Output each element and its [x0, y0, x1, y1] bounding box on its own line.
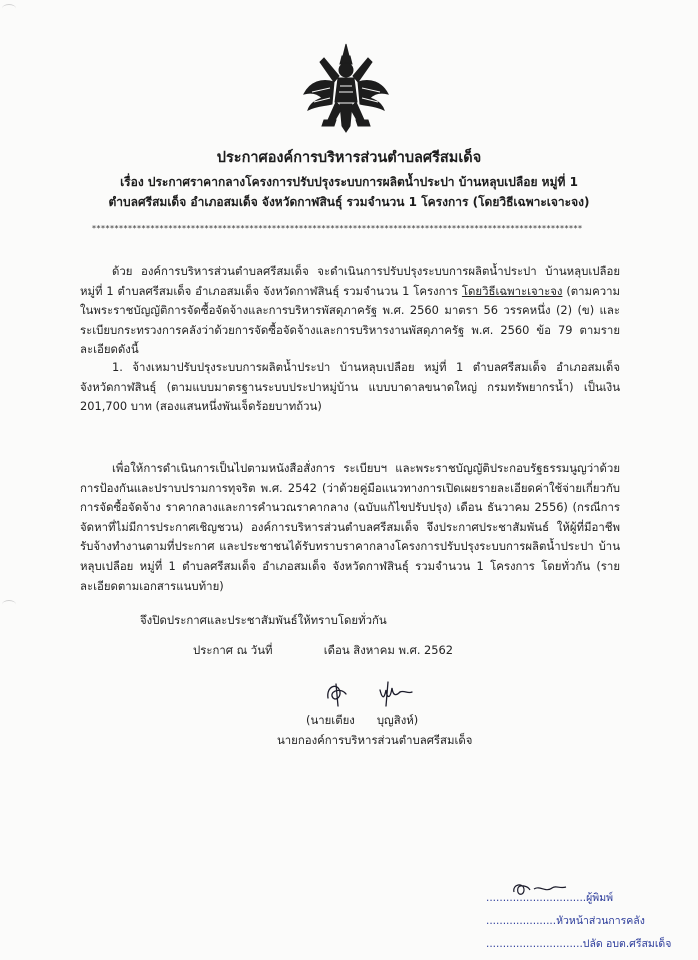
paragraph-text: เพื่อให้การดำเนินการเป็นไปตามหนังสือสั่งการ ระเบียบฯ และพระราชบัญญัติประกอบรัฐธรรมนูญว่าด้วยการป้องกันและปราบปรามการทุจริต พ.ศ. 2542 (ว่าด้วยคู่มือแนวทางการเปิดเผยรายละเอียดค่าใช้จ่ายเกี่ยวกับการจัดซื้อจัดจ้าง ราคากลางและการคำนวณราคากลาง (ฉบับแก้ไขปรับปรุง) เดือน ธันวาคม 2556) (กรณีการจัดหาที่ไม่มีการประกาศเชิญชวน) องค์การบริหารส่วนตำบลศรีสมเด็จ จึงประกาศประชาสัมพันธ์ ให้ผู้ที่มีอาชีพรับจ้างทำงานตามที่ประกาศ และประชาชนได้รับทราบราคากลางโครงการปรับปรุงระบบการผลิตน้ำประปา บ้านหลุบเปลือย หมู่ที่ 1 ตำบลศรีสมเด็จ อำเภอสมเด็จ จังหวัดกาฬสินธุ์ รวมจำนวน 1 โครงการ โดยทั่วกัน (รายละเอียดตามเอกสารแนบท้าย)	[80, 461, 620, 593]
approval-stamp: ..............................ผู้พิมพ์ .....................หัวหน้าส่วนการคลัง .............................ปลัด อบต.ศรีสมเด็จ	[478, 880, 678, 960]
announced-label: ประกาศ ณ วันที่	[193, 643, 273, 657]
closing-statement: จึงปิดประกาศและประชาสัมพันธ์ให้ทราบโดยทั่วกัน	[140, 613, 387, 627]
star-separator: *************************************************************************************************************	[92, 224, 583, 233]
announcement-subject	[0, 172, 698, 212]
paragraph-purpose	[80, 459, 620, 596]
stamp-chief-admin: ปลัด อบต.ศรีสมเด็จ	[582, 938, 672, 950]
paragraph-item-1	[80, 358, 620, 417]
garuda-emblem-icon	[302, 42, 390, 134]
announcement-title: ประกาศองค์การบริหารส่วนตำบลศรีสมเด็จ	[216, 150, 482, 166]
signer-position: นายกองค์การบริหารส่วนตำบลศรีสมเด็จ	[277, 733, 473, 747]
announcement-date	[193, 642, 453, 660]
paragraph-text: 1. จ้างเหมาปรับปรุงระบบการผลิตน้ำประปา บ้านหลุบเปลือย หมู่ที่ 1 ตำบลศรีสมเด็จ อำเภอสมเด็จ จังหวัดกาฬสินธุ์ (ตามแบบมาตรฐานระบบประปาหมู่บ้าน แบบบาดาลขนาดใหญ่ กรมทรัพยากรน้ำ) เป็นเงิน 201,700 บาท (สองแสนหนึ่งพันเจ็ดร้อยบาทถ้วน)	[80, 360, 620, 414]
stamp-typist: ผู้พิมพ์	[586, 892, 614, 904]
punch-hole-mark	[2, 600, 16, 609]
subject-line: ตำบลศรีสมเด็จ อำเภอสมเด็จ จังหวัดกาฬสินธุ์ รวมจำนวน 1 โครงการ (โดยวิธีเฉพาะเจาะจง)	[108, 195, 590, 209]
paragraph-text: (ตามความในพระราชบัญญัติการจัดซื้อจัดจ้างและการบริหารพัสดุภาครัฐ พ.ศ. 2560 มาตรา 56 วรรคหนึ่ง (2) (ข) และระเบียบกระทรวงการคลังว่าด้วยการจัดซื้อจัดจ้างและการบริหารงานพัสดุภาครัฐ พ.ศ. 2560 ข้อ 79 ตามรายละเอียดดังนี้	[80, 283, 620, 357]
handwritten-signature	[322, 676, 422, 712]
signer-first: (นายเตียง	[306, 713, 355, 727]
punch-hole-mark	[2, 4, 16, 13]
method-underlined: โดยวิธีเฉพาะเจาะจง	[461, 283, 563, 298]
paragraph-text: ด้วย องค์การบริหารส่วนตำบลศรีสมเด็จ จะดำเนินการปรับปรุงระบบการผลิตน้ำประปา บ้านหลุบเปลือย หมู่ที่ 1 ตำบลศรีสมเด็จ อำเภอสมเด็จ จังหวัดกาฬสินธุ์ รวมจำนวน 1 โครงการ	[80, 264, 620, 298]
subject-line: เรื่อง ประกาศราคากลางโครงการปรับปรุงระบบการผลิตน้ำประปา บ้านหลุบเปลือย หมู่ที่ 1	[120, 175, 578, 189]
paragraph-intro	[80, 262, 620, 360]
signer-name	[306, 712, 418, 730]
signer-last: บุญสิงห์)	[376, 713, 419, 727]
announced-month-year: เดือน สิงหาคม พ.ศ. 2562	[323, 643, 454, 657]
stamp-finance-head: หัวหน้าส่วนการคลัง	[556, 915, 645, 927]
